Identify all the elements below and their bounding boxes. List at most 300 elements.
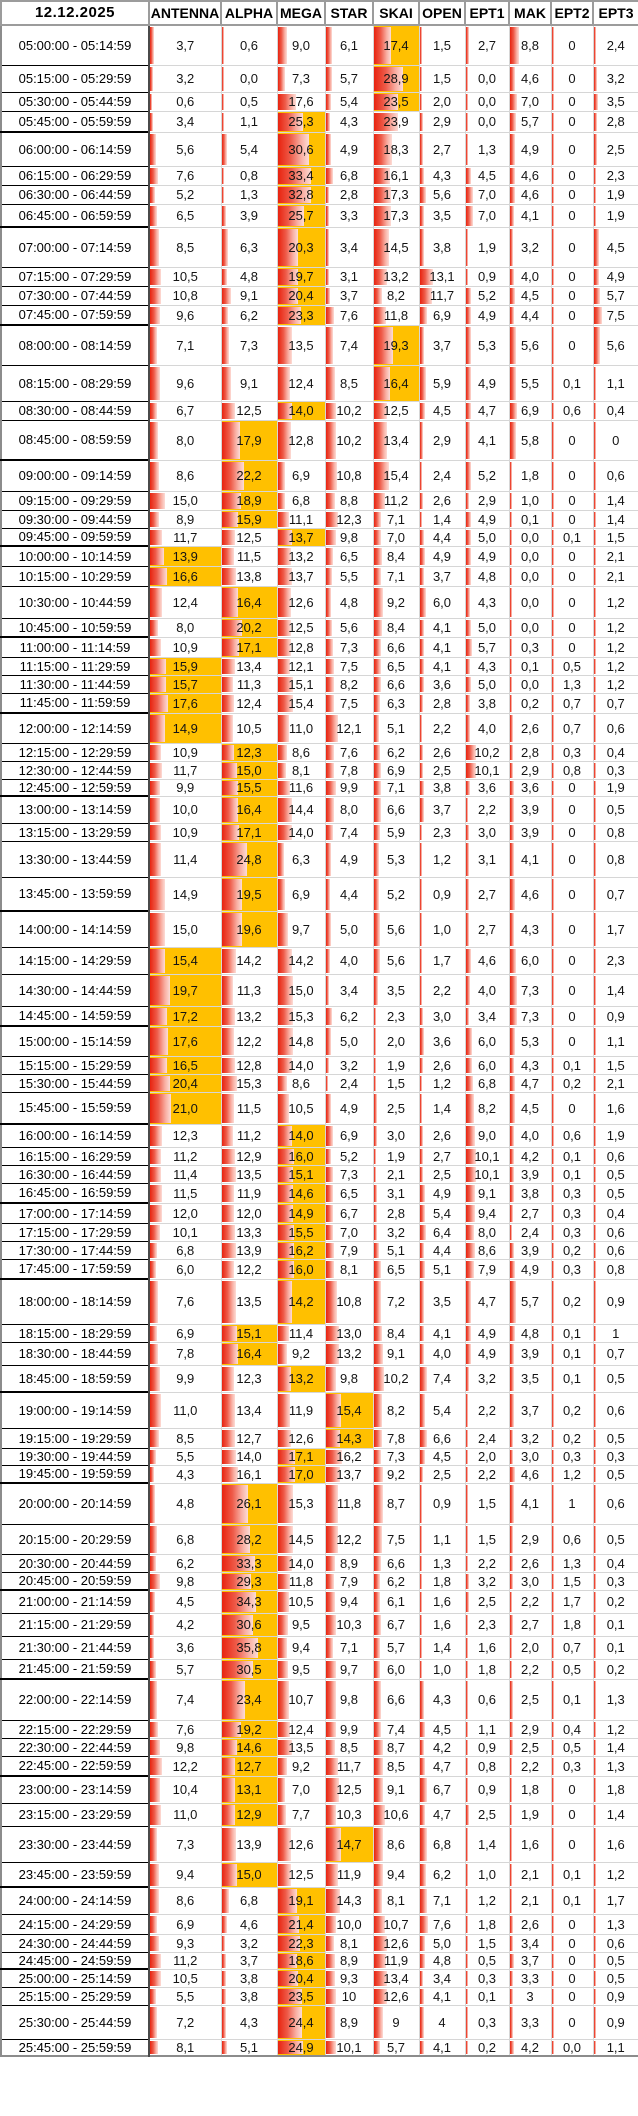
data-bar: [222, 187, 224, 203]
value-text: 6,2: [239, 307, 259, 323]
value-text: 0,6: [562, 1531, 582, 1547]
value-cell: [419, 286, 465, 305]
value-cell: [277, 796, 325, 823]
value-cell: [465, 586, 509, 618]
data-bar: [420, 113, 423, 131]
value-text: 3,2: [520, 1430, 540, 1446]
data-bar: [594, 1954, 596, 1968]
value-cell: [419, 111, 465, 132]
table-row: [1, 166, 638, 185]
value-cell: [221, 1092, 277, 1124]
data-bar: [552, 745, 554, 760]
value-cell: [221, 1203, 277, 1223]
value-cell-max: [149, 713, 221, 743]
value-cell-max: [277, 1465, 325, 1483]
value-cell: [149, 1934, 221, 1952]
data-bar: [420, 1076, 422, 1091]
value-cell: [593, 132, 638, 166]
value-cell: [419, 25, 465, 65]
data-bar: [510, 269, 514, 285]
data-bar: [594, 1126, 596, 1146]
value-text: 14,9: [288, 1205, 314, 1221]
value-cell: [221, 1165, 277, 1183]
data-bar: [552, 588, 554, 617]
value-text: 14,8: [288, 1033, 314, 1049]
data-bar: [222, 1076, 237, 1091]
value-cell: [325, 1720, 373, 1738]
data-bar: [594, 825, 596, 840]
data-bar: [150, 1430, 159, 1447]
data-bar: [420, 677, 424, 692]
value-text: 1,8: [606, 1782, 625, 1797]
value-text: 7,8: [176, 1346, 195, 1361]
data-bar: [466, 1916, 468, 1933]
value-text: 6,9: [432, 307, 452, 323]
value-text: 8,4: [386, 548, 406, 564]
data-bar: [420, 1281, 424, 1323]
value-cell: [551, 460, 593, 491]
value-cell: [373, 1165, 419, 1183]
value-text: 3,4: [339, 239, 359, 255]
time-slot-cell: 22:45:00 - 22:59:59: [1, 1756, 149, 1776]
value-cell: [419, 365, 465, 401]
value-cell: [509, 132, 551, 166]
value-text: 6,8: [432, 1836, 452, 1852]
value-text: 3,8: [520, 1185, 540, 1201]
value-text: 7,3: [291, 71, 311, 86]
value-text: 1,4: [606, 493, 625, 508]
data-bar: [552, 1592, 554, 1612]
data-bar: [552, 2041, 554, 2055]
data-bar: [374, 1758, 383, 1775]
value-text: 4,0: [432, 1346, 452, 1361]
data-bar: [326, 493, 335, 509]
data-bar: [326, 1661, 336, 1678]
value-text: 12,7: [236, 1430, 262, 1446]
value-text: 8,0: [477, 1224, 497, 1240]
data-bar: [326, 695, 334, 712]
data-bar: [150, 1344, 158, 1364]
value-text: 12,7: [236, 1758, 262, 1774]
value-text: 6,8: [291, 493, 311, 508]
value-cell-max: [277, 2005, 325, 2039]
data-bar: [150, 1778, 160, 1802]
value-text: 10,6: [383, 1807, 409, 1822]
data-bar: [466, 1485, 468, 1523]
data-bar: [326, 1149, 331, 1164]
data-bar: [510, 530, 512, 545]
value-cell: [277, 1572, 325, 1590]
value-cell: [221, 325, 277, 365]
data-bar: [552, 781, 554, 795]
data-bar: [222, 1916, 227, 1933]
time-slot-cell: 06:00:00 - 06:14:59: [1, 132, 149, 166]
value-text: 14,0: [236, 1449, 262, 1464]
value-text: 10,5: [288, 1100, 314, 1116]
value-cell: [465, 1448, 509, 1465]
value-text: 6,5: [339, 548, 359, 564]
value-text: 7,5: [386, 1531, 406, 1547]
data-bar: [374, 1149, 376, 1164]
value-text: 0: [568, 1008, 576, 1024]
value-cell-max: [221, 1572, 277, 1590]
value-cell: [277, 1056, 325, 1074]
data-bar: [552, 1281, 554, 1323]
value-text: 0,2: [562, 1242, 582, 1258]
value-text: 1,7: [606, 921, 625, 937]
value-cell: [325, 111, 373, 132]
time-slot-cell: 19:00:00 - 19:14:59: [1, 1392, 149, 1428]
table-row: [1, 204, 638, 227]
value-text: 1,7: [432, 953, 452, 968]
data-bar: [374, 620, 382, 636]
data-bar: [278, 1758, 287, 1775]
value-cell: [509, 911, 551, 947]
value-text: 6,8: [176, 1242, 195, 1258]
data-bar: [278, 1344, 287, 1364]
data-bar: [374, 1467, 383, 1482]
value-text: 1,3: [562, 676, 582, 692]
value-text: 0: [568, 269, 576, 284]
value-text: 10,1: [474, 1148, 500, 1164]
value-cell: [419, 1590, 465, 1613]
value-text: 7,8: [339, 762, 359, 778]
data-bar: [222, 1149, 235, 1164]
value-text: 4,1: [520, 851, 540, 867]
data-bar: [326, 1971, 335, 1986]
data-bar: [420, 568, 424, 585]
value-text: 5,4: [432, 1402, 452, 1418]
value-text: 9,9: [176, 780, 195, 795]
value-cell-max: [277, 1279, 325, 1324]
data-bar: [594, 206, 596, 226]
data-bar: [510, 1225, 512, 1240]
data-bar: [326, 1367, 336, 1391]
value-cell: [509, 1124, 551, 1147]
data-bar: [552, 1805, 554, 1825]
table-row: [1, 1465, 638, 1483]
value-cell: [277, 743, 325, 761]
value-cell: [509, 1428, 551, 1448]
data-bar: [150, 1758, 162, 1775]
value-text: 17,1: [236, 824, 262, 840]
value-text: 7,9: [339, 1573, 359, 1589]
value-text: 5,4: [339, 94, 359, 109]
data-bar: [150, 1638, 154, 1658]
value-text: 7,6: [432, 1916, 452, 1932]
value-text: 3,6: [432, 676, 452, 692]
value-text: 13,2: [288, 548, 314, 564]
value-cell: [419, 325, 465, 365]
data-bar: [420, 781, 424, 795]
value-text: 2,6: [432, 744, 452, 760]
time-slot-cell: 11:30:00 - 11:44:59: [1, 675, 149, 693]
data-bar: [326, 1740, 335, 1755]
value-cell: [149, 1448, 221, 1465]
value-text: 6,5: [386, 1261, 406, 1277]
value-cell: [221, 528, 277, 546]
value-text: 0,4: [606, 1205, 625, 1221]
value-text: 1,3: [432, 1555, 452, 1571]
data-bar: [466, 659, 470, 674]
data-bar: [222, 1805, 235, 1825]
value-cell: [551, 1720, 593, 1738]
value-text: 13,4: [383, 432, 409, 448]
value-text: 0,7: [562, 1640, 582, 1655]
value-cell: [593, 1259, 638, 1279]
value-cell-max: [221, 1483, 277, 1524]
time-slot-cell: 17:45:00 - 17:59:59: [1, 1259, 149, 1279]
value-text: 9,4: [291, 1640, 311, 1655]
value-text: 11,7: [173, 762, 198, 778]
data-bar: [594, 94, 598, 110]
value-text: 28,2: [236, 1531, 262, 1547]
value-cell: [373, 1803, 419, 1826]
value-cell: [325, 1324, 373, 1342]
data-bar: [510, 620, 512, 636]
value-cell: [465, 637, 509, 657]
value-text: 8,0: [176, 432, 195, 448]
data-bar: [326, 588, 331, 617]
value-text: 0,7: [562, 720, 582, 736]
data-bar: [420, 1828, 427, 1861]
data-bar: [552, 1954, 554, 1968]
data-bar: [466, 229, 468, 266]
value-cell: [149, 1165, 221, 1183]
data-bar: [466, 1243, 475, 1258]
value-text: 8,1: [386, 1893, 406, 1908]
value-cell: [465, 510, 509, 528]
value-text: 13,3: [236, 1224, 262, 1240]
value-text: 5,6: [386, 921, 406, 937]
data-bar: [150, 1556, 156, 1571]
value-cell: [593, 796, 638, 823]
value-cell: [465, 675, 509, 693]
value-cell: [149, 92, 221, 111]
value-cell: [551, 1392, 593, 1428]
value-text: 2,2: [520, 1594, 540, 1609]
data-bar: [510, 1326, 515, 1341]
value-text: 14,7: [336, 1836, 362, 1852]
value-text: 2,5: [477, 1594, 497, 1609]
data-bar: [222, 548, 234, 565]
value-text: 12,6: [288, 1430, 314, 1446]
value-text: 6,9: [520, 403, 540, 418]
value-text: 5,6: [606, 337, 625, 353]
value-text: 4,1: [520, 208, 540, 223]
value-text: 7,4: [339, 337, 359, 353]
value-cell-max: [373, 65, 419, 92]
data-bar: [552, 620, 554, 636]
value-cell-max: [325, 1826, 373, 1862]
value-text: 3,0: [520, 1449, 540, 1464]
value-cell: [149, 111, 221, 132]
value-cell: [373, 1952, 419, 1969]
value-cell: [551, 1324, 593, 1342]
data-bar: [466, 798, 468, 822]
value-cell: [325, 693, 373, 713]
value-text: 2,9: [520, 1721, 540, 1737]
data-bar: [374, 288, 382, 304]
value-cell: [277, 1756, 325, 1776]
value-cell: [419, 510, 465, 528]
value-text: 7,8: [386, 1430, 406, 1446]
value-cell: [465, 1006, 509, 1026]
value-cell: [593, 401, 638, 420]
time-slot-cell: 10:45:00 - 10:59:59: [1, 618, 149, 637]
data-bar: [466, 1430, 468, 1447]
table-row: [1, 1056, 638, 1074]
value-cell: [509, 286, 551, 305]
value-text: 3,6: [477, 780, 497, 795]
value-text: 0,2: [562, 1075, 582, 1091]
value-cell: [509, 510, 551, 528]
value-cell: [373, 1524, 419, 1554]
value-cell: [419, 1720, 465, 1738]
value-text: 0,0: [520, 676, 540, 692]
value-text: 0: [568, 921, 576, 937]
data-bar: [552, 1167, 554, 1182]
value-text: 1,5: [606, 529, 625, 545]
value-cell: [419, 1613, 465, 1636]
data-bar: [222, 1989, 226, 2004]
value-cell: [325, 1223, 373, 1241]
value-text: 3,8: [239, 1970, 259, 1986]
data-bar: [552, 1916, 554, 1933]
data-bar: [150, 367, 160, 400]
value-cell: [373, 166, 419, 185]
value-text: 8,5: [339, 1739, 359, 1755]
value-cell: [465, 111, 509, 132]
date-header: 12.12.2025: [1, 1, 149, 25]
data-bar: [552, 659, 554, 674]
data-bar: [150, 229, 159, 266]
value-text: 16,4: [383, 375, 409, 391]
value-cell: [465, 460, 509, 491]
data-bar: [222, 1828, 236, 1861]
data-bar: [552, 976, 554, 1005]
value-cell-max: [149, 1074, 221, 1092]
value-cell: [509, 779, 551, 796]
value-text: 14,0: [288, 824, 314, 840]
time-slot-cell: 05:00:00 - 05:14:59: [1, 25, 149, 65]
data-bar: [594, 1149, 596, 1164]
data-bar: [552, 1076, 554, 1091]
value-cell: [551, 1934, 593, 1952]
value-text: 1,5: [477, 1531, 497, 1547]
value-text: 12,1: [288, 658, 314, 674]
value-text: 2,7: [520, 1617, 540, 1632]
value-cell: [325, 491, 373, 510]
value-text: 11,0: [288, 720, 314, 736]
value-cell: [509, 566, 551, 586]
value-text: 10,5: [172, 269, 198, 284]
time-slot-cell: 23:45:00 - 23:59:59: [1, 1862, 149, 1887]
value-text: 1,6: [606, 1836, 625, 1852]
time-slot-cell: 16:00:00 - 16:14:59: [1, 1124, 149, 1147]
value-text: 4,5: [176, 1594, 195, 1609]
value-cell: [551, 227, 593, 267]
value-text: 6,5: [339, 1185, 359, 1201]
data-bar: [420, 1225, 426, 1240]
value-cell: [419, 1324, 465, 1342]
value-cell: [465, 761, 509, 779]
value-cell: [551, 1056, 593, 1074]
value-cell: [593, 1147, 638, 1165]
data-bar: [420, 1261, 425, 1278]
value-text: 14,4: [288, 802, 314, 817]
value-text: 2,5: [520, 1739, 540, 1755]
value-text: 0: [568, 780, 576, 795]
data-bar: [278, 745, 287, 760]
value-text: 0,6: [176, 94, 195, 109]
value-text: 12,4: [236, 695, 262, 711]
data-bar: [150, 798, 160, 822]
data-bar: [150, 1661, 156, 1678]
data-bar: [326, 206, 329, 226]
value-cell: [593, 1124, 638, 1147]
value-text: 2,4: [339, 1075, 359, 1091]
value-cell-max: [277, 286, 325, 305]
value-cell: [551, 1165, 593, 1183]
data-bar: [552, 1094, 554, 1123]
value-text: 1,1: [606, 1033, 625, 1049]
value-cell: [419, 1183, 465, 1203]
data-bar: [326, 1864, 338, 1886]
value-text: 23,5: [383, 94, 409, 109]
data-bar: [374, 1740, 383, 1755]
value-cell: [465, 1738, 509, 1756]
value-text: 25,7: [288, 208, 314, 223]
value-cell: [325, 947, 373, 974]
value-text: 2,7: [520, 1205, 540, 1221]
value-cell: [551, 420, 593, 460]
data-bar: [278, 1615, 288, 1635]
time-slot-cell: 09:30:00 - 09:44:59: [1, 510, 149, 528]
value-cell: [551, 1241, 593, 1259]
value-cell: [509, 1613, 551, 1636]
value-cell: [277, 1720, 325, 1738]
data-bar: [510, 1076, 515, 1091]
data-bar: [552, 1722, 554, 1737]
data-bar: [222, 134, 227, 165]
value-cell: [509, 166, 551, 185]
value-cell: [551, 1862, 593, 1887]
table-row: [1, 1124, 638, 1147]
value-text: 3,1: [477, 851, 497, 867]
value-cell: [465, 325, 509, 365]
value-text: 1,3: [606, 1758, 625, 1774]
value-cell: [419, 1776, 465, 1803]
table-row: [1, 1679, 638, 1720]
data-bar: [552, 1149, 554, 1164]
value-cell: [593, 974, 638, 1006]
data-bar: [594, 1430, 596, 1447]
value-cell: [465, 1987, 509, 2005]
data-bar: [466, 94, 468, 110]
value-cell: [373, 1324, 419, 1342]
value-text: 12,6: [383, 1935, 409, 1951]
data-bar: [594, 1828, 596, 1861]
value-cell: [419, 1147, 465, 1165]
value-cell: [551, 286, 593, 305]
data-bar: [552, 27, 554, 64]
value-text: 6,2: [386, 1573, 406, 1589]
data-bar: [222, 1243, 236, 1258]
value-text: 0,6: [562, 1128, 582, 1143]
value-text: 18,3: [383, 141, 409, 157]
table-row: [1, 1183, 638, 1203]
